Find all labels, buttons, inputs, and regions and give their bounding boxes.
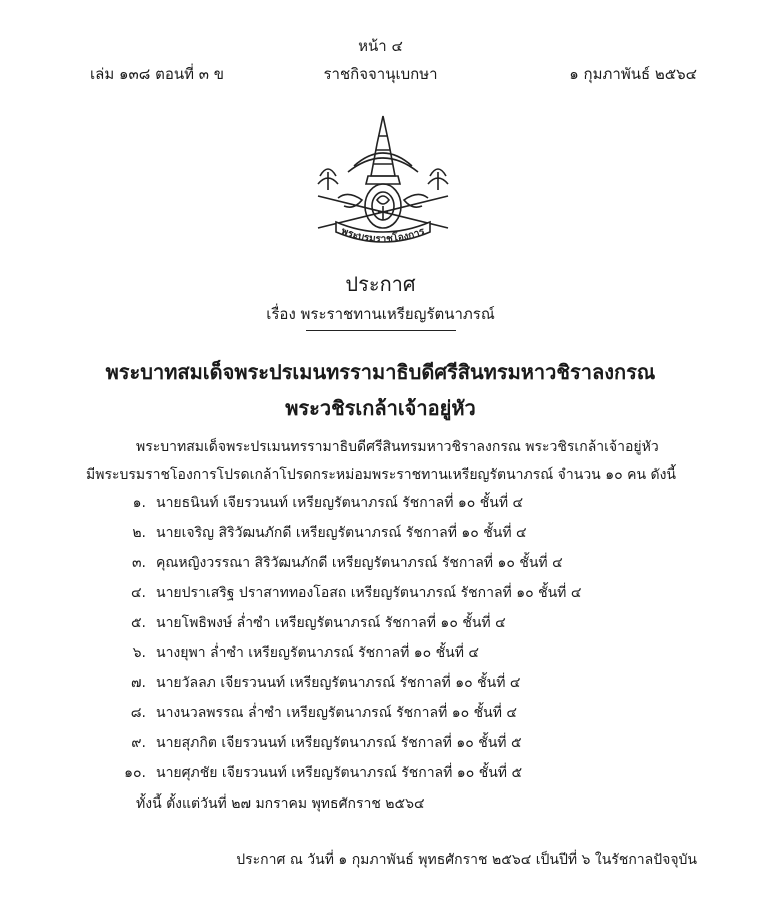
page-number: หน้า ๔ xyxy=(358,37,403,55)
list-item-text: นายวัลลภ เจียรวนนท์ เหรียญรัตนาภรณ์ รัชกาลที่ ๑๐ ชั้นที่ ๔ xyxy=(156,675,521,691)
list-item xyxy=(0,552,761,578)
list-item xyxy=(0,522,761,548)
king-name-line-1: พระบาทสมเด็จพระปรเมนทรรามาธิบดีศรีสินทรมหาวชิราลงกรณ xyxy=(105,360,656,384)
list-item-text: นางยุพา ล่ำซำ เหรียญรัตนาภรณ์ รัชกาลที่ ๑๐ ชั้นที่ ๔ xyxy=(156,645,480,661)
effective-date: ทั้งนี้ ตั้งแต่วันที่ ๒๗ มกราคม พุทธศักราช ๒๕๖๔ xyxy=(136,796,425,812)
list-item-number: ๙. xyxy=(131,735,146,751)
gazette-name: ราชกิจจานุเบกษา xyxy=(323,65,438,83)
list-item xyxy=(0,642,761,668)
list-item-number: ๖. xyxy=(132,645,146,661)
list-item-text: นายธนินท์ เจียรวนนท์ เหรียญรัตนาภรณ์ รัชกาลที่ ๑๐ ชั้นที่ ๔ xyxy=(156,495,524,511)
announcement-subject: เรื่อง พระราชทานเหรียญรัตนาภรณ์ xyxy=(266,305,495,323)
list-item-number: ๕. xyxy=(130,615,146,631)
list-item-text: นายเจริญ สิริวัฒนภักดี เหรียญรัตนาภรณ์ รัชกาลที่ ๑๐ ชั้นที่ ๔ xyxy=(156,525,527,541)
list-item-number: ๑. xyxy=(132,495,146,511)
list-item xyxy=(0,492,761,518)
signoff-date-line: ประกาศ ณ วันที่ ๑ กุมภาพันธ์ พุทธศักราช ๒๕๖๔ เป็นปีที่ ๖ ในรัชกาลปัจจุบัน xyxy=(236,852,697,868)
list-item-text: นายโพธิพงษ์ ล่ำซำ เหรียญรัตนาภรณ์ รัชกาลที่ ๑๐ ชั้นที่ ๔ xyxy=(156,615,506,631)
list-item xyxy=(0,582,761,608)
list-item xyxy=(0,762,761,788)
list-item xyxy=(0,672,761,698)
royal-cypher-emblem-icon xyxy=(308,110,458,250)
list-item-number: ๓. xyxy=(131,555,146,571)
list-item-text: นายศุภชัย เจียรวนนท์ เหรียญรัตนาภรณ์ รัชกาลที่ ๑๐ ชั้นที่ ๕ xyxy=(156,765,523,781)
announcement-title: ประกาศ xyxy=(345,272,416,296)
list-item-text: คุณหญิงวรรณา สิริวัฒนภักดี เหรียญรัตนาภรณ์ รัชกาลที่ ๑๐ ชั้นที่ ๔ xyxy=(156,555,563,571)
emblem-ribbon-text: พระบรมราชโองการ xyxy=(339,226,427,246)
list-item-text: นางนวลพรรณ ล่ำซำ เหรียญรัตนาภรณ์ รัชกาลที่ ๑๐ ชั้นที่ ๔ xyxy=(156,705,517,721)
volume-issue: เล่ม ๑๓๘ ตอนที่ ๓ ข xyxy=(90,65,225,83)
list-item-number: ๗. xyxy=(131,675,146,691)
intro-paragraph-line-2: มีพระบรมราชโองการโปรดเกล้าโปรดกระหม่อมพระราชทานเหรียญรัตนาภรณ์ จำนวน ๑๐ คน ดังนี้ xyxy=(86,467,676,483)
title-divider xyxy=(306,330,456,331)
list-item-number: ๒. xyxy=(132,525,146,541)
list-item xyxy=(0,702,761,728)
intro-paragraph-line-1: พระบาทสมเด็จพระปรเมนทรรามาธิบดีศรีสินทรมหาวชิราลงกรณ พระวชิรเกล้าเจ้าอยู่หัว xyxy=(136,439,659,455)
list-item-number: ๑๐. xyxy=(124,765,146,781)
list-item xyxy=(0,732,761,758)
list-item-text: นายสุภกิต เจียรวนนท์ เหรียญรัตนาภรณ์ รัชกาลที่ ๑๐ ชั้นที่ ๕ xyxy=(156,735,522,751)
list-item xyxy=(0,612,761,638)
list-item-number: ๔. xyxy=(130,585,146,601)
list-item-text: นายปราเสริฐ ปราสาททองโอสถ เหรียญรัตนาภรณ์ รัชกาลที่ ๑๐ ชั้นที่ ๔ xyxy=(156,585,582,601)
header-date: ๑ กุมภาพันธ์ ๒๕๖๔ xyxy=(569,65,697,83)
list-item-number: ๘. xyxy=(130,705,146,721)
king-name-line-2: พระวชิรเกล้าเจ้าอยู่หัว xyxy=(285,396,476,420)
